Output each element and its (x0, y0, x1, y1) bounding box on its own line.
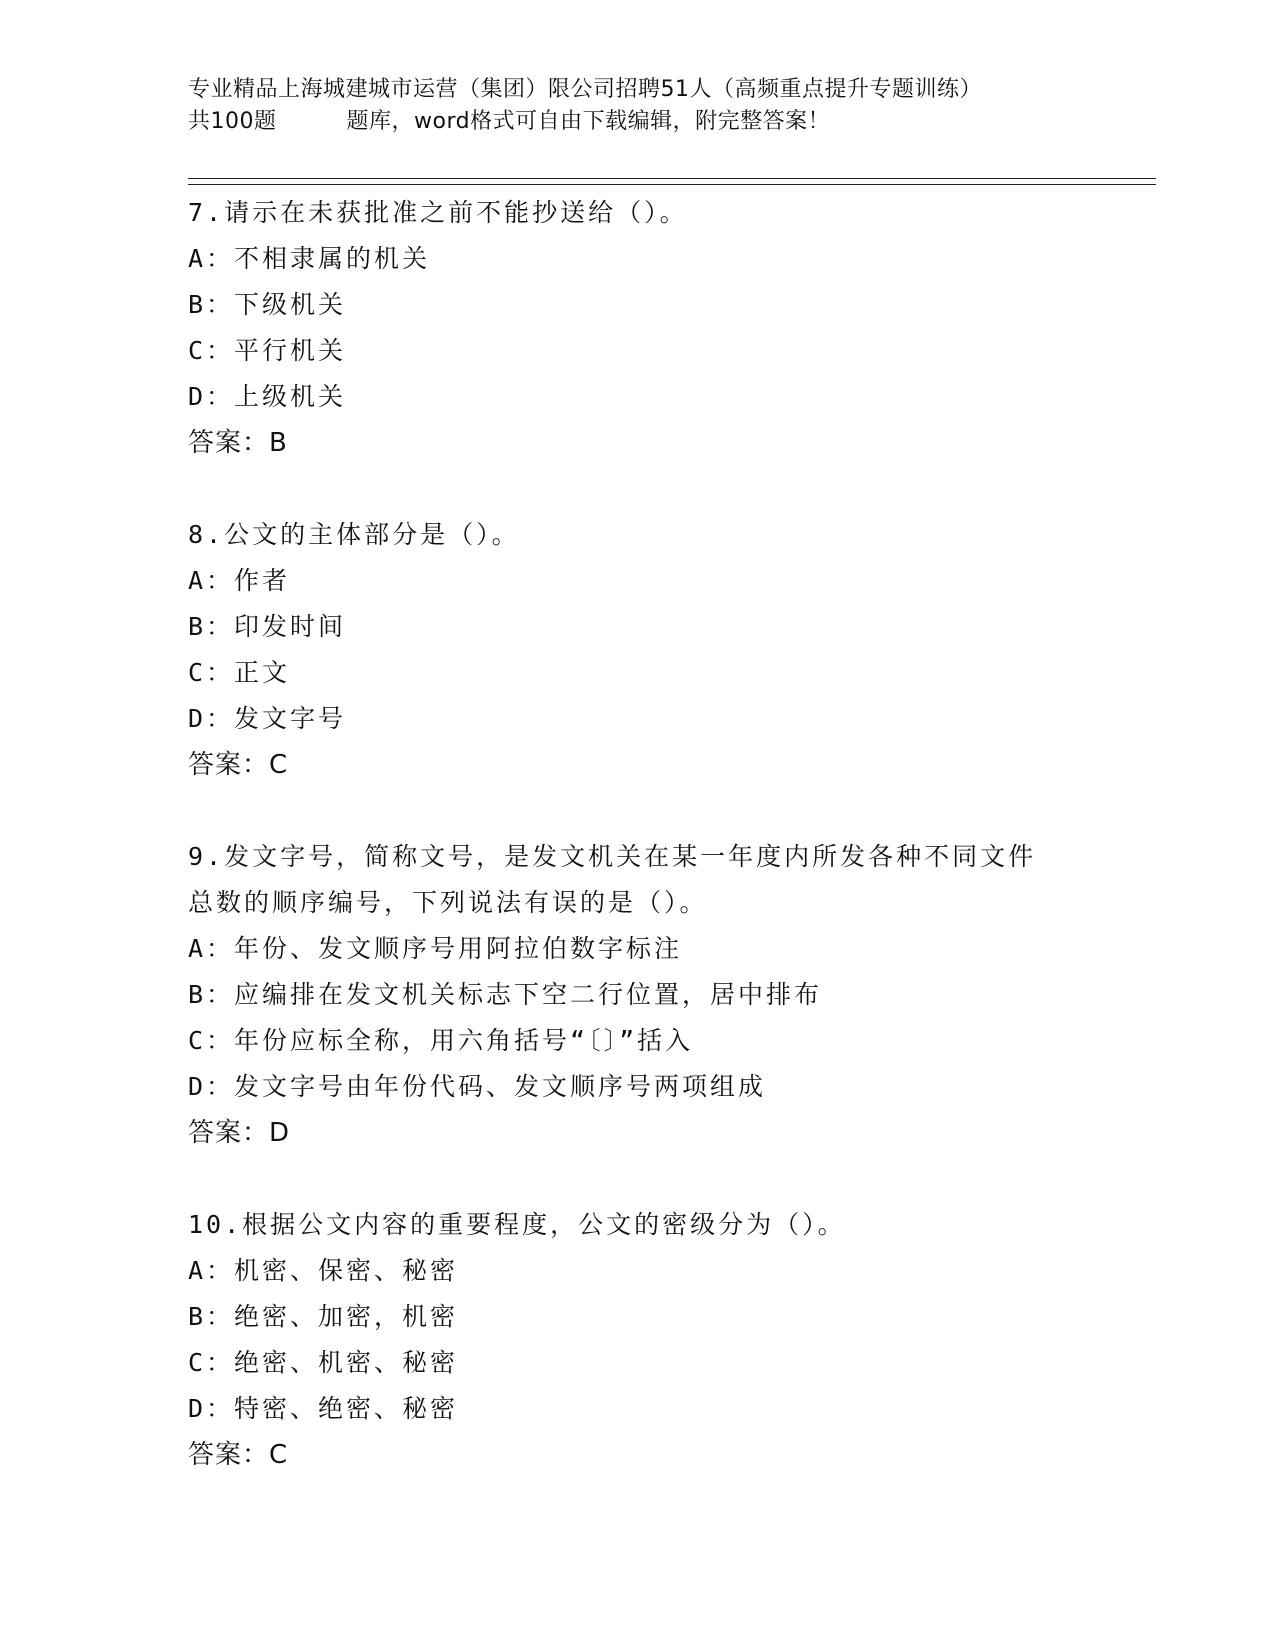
option-d: D：发文字号 (188, 704, 347, 733)
question-text: 9.发文字号，简称文号，是发文机关在某一年度内所发各种不同文件 (188, 842, 1037, 871)
answer-text: 答案：B (188, 428, 288, 458)
question-text: 7.请示在未获批准之前不能抄送给（）。 (188, 198, 688, 227)
header-title-line: 专业精品上海城建城市运营（集团）限公司招聘51人（高频重点提升专题训练） (188, 77, 982, 102)
option-b: B：印发时间 (188, 612, 347, 641)
option-b: B：绝密、加密，机密 (188, 1302, 459, 1331)
option-a: A：不相隶属的机关 (188, 244, 431, 273)
option-c: C：年份应标全称，用六角括号“〔〕”括入 (188, 1026, 694, 1055)
question-text: 8.公文的主体部分是（）。 (188, 520, 520, 549)
option-a: A：年份、发文顺序号用阿拉伯数字标注 (188, 934, 683, 963)
option-a: A：机密、保密、秘密 (188, 1256, 459, 1285)
option-c: C：平行机关 (188, 336, 347, 365)
header-format-note: 题库，word格式可自由下载编辑，附完整答案！ (346, 109, 831, 134)
option-c: C：绝密、机密、秘密 (188, 1348, 459, 1377)
question-item (188, 834, 1148, 1156)
option-b: B：应编排在发文机关标志下空二行位置，居中排布 (188, 980, 823, 1009)
question-text: 10.根据公文内容的重要程度，公文的密级分为（）。 (188, 1210, 846, 1239)
option-d: D：发文字号由年份代码、发文顺序号两项组成 (188, 1072, 767, 1101)
answer-text: 答案：C (188, 1440, 289, 1470)
option-d: D：上级机关 (188, 382, 347, 411)
answer-text: 答案：D (188, 1118, 291, 1148)
header-subtitle-line (188, 106, 1148, 138)
option-c: C：正文 (188, 658, 291, 687)
option-d: D：特密、绝密、秘密 (188, 1394, 459, 1423)
header-divider-top (188, 178, 1156, 179)
answer-text: 答案：C (188, 750, 289, 780)
question-item (188, 1202, 1148, 1478)
document-header (188, 74, 1148, 138)
question-list (188, 190, 1148, 1524)
question-item (188, 512, 1148, 788)
header-divider-bottom (188, 184, 1156, 185)
option-a: A：作者 (188, 566, 291, 595)
question-item (188, 190, 1148, 466)
question-text-continued: 总数的顺序编号，下列说法有误的是（）。 (188, 888, 708, 917)
header-question-count: 共100题 (188, 109, 277, 134)
option-b: B：下级机关 (188, 290, 347, 319)
